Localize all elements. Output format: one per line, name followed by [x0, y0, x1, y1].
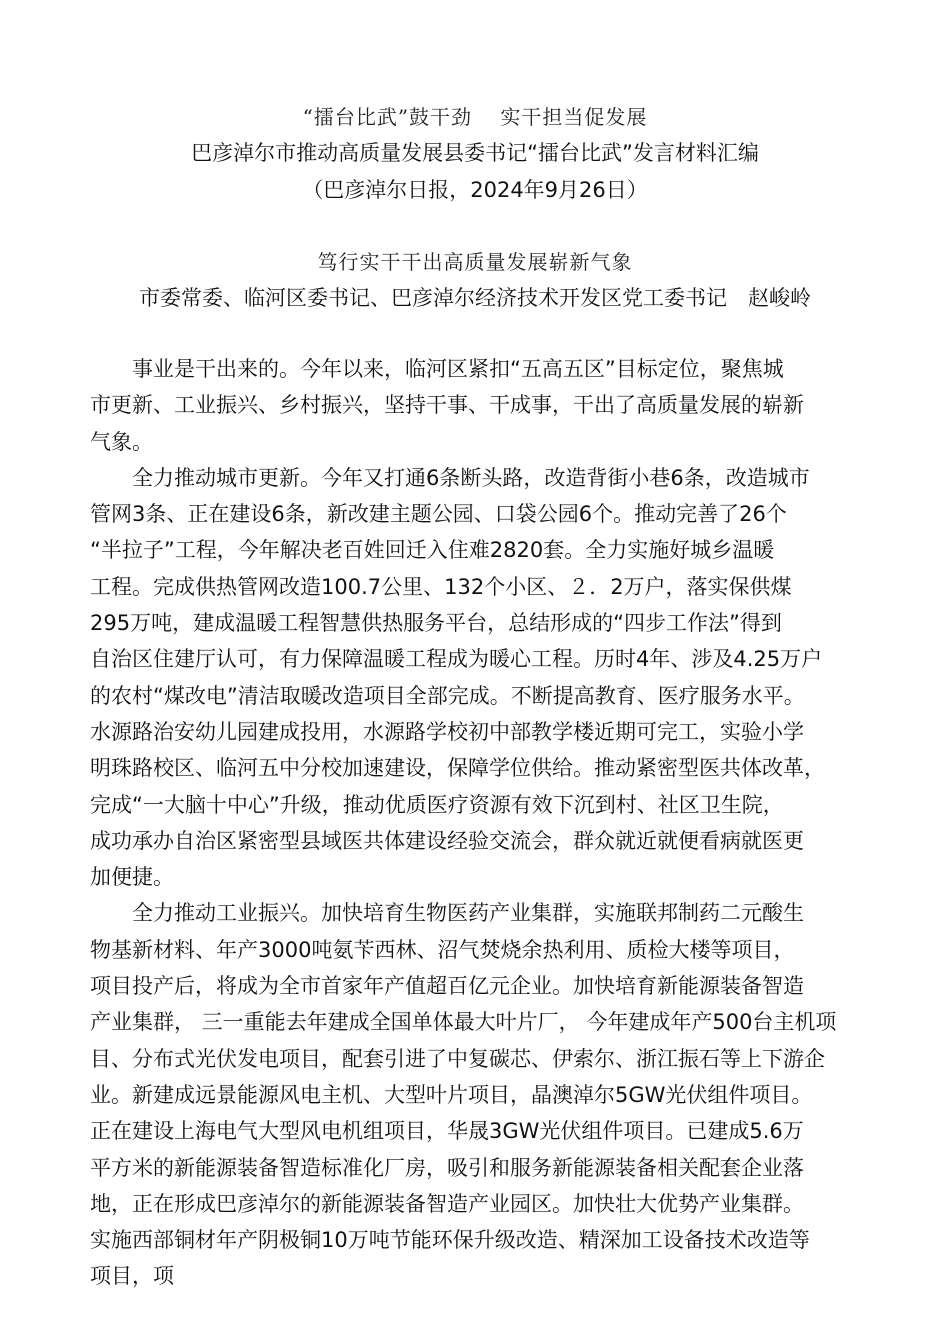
- text-line: 事业是干出来的。今年以来，临河区紧扣“五高五区”目标定位，聚焦城: [132, 357, 784, 381]
- text-line: 正在建设上海电气大型风电机组项目，华晟3GW光伏组件项目。已建成5.6万: [90, 1119, 804, 1144]
- text-line: 平方米的新能源装备智造标准化厂房，吸引和服务新能源装备相关配套企业落: [90, 1155, 804, 1180]
- text-line: 全力推动工业振兴。加快培育生物医药产业集群，实施联邦制药二元酸生: [132, 901, 804, 926]
- text-line: 项目，项: [90, 1264, 174, 1289]
- text-line: 全力推动城市更新。今年又打通6条断头路，改造背街小巷6条，改造城市: [132, 465, 810, 490]
- headline: “擂台比武”鼓干劲 实干担当促发展: [302, 105, 648, 129]
- text-line: 管网3条、正在建设6条，新改建主题公园、口袋公园6个。推动完善了26个: [90, 502, 787, 527]
- text-line: 项目投产后，将成为全市首家年产值超百亿元企业。加快培育新能源装备智造: [90, 974, 804, 999]
- text-line: 实施西部铜材年产阴极铜10万吨节能环保升级改造、精深加工设备技术改造等: [90, 1228, 810, 1253]
- text-line: 地，正在形成巴彦淖尔的新能源装备智造产业园区。加快壮大优势产业集群。: [90, 1191, 804, 1216]
- article-title: 笃行实干干出高质量发展崭新气象: [317, 250, 633, 274]
- text-line: 产业集群， 三一重能去年建成全国单体最大叶片厂， 今年建成年产500台主机项: [90, 1010, 837, 1035]
- text-line: 自治区住建厅认可，有力保障温暖工程成为暖心工程。历时4年、涉及4.25万户: [90, 647, 823, 672]
- text-line: 295万吨，建成温暖工程智慧供热服务平台，总结形成的“四步工作法”得到: [90, 611, 782, 636]
- text-line: 业。新建成远景能源风电主机、大型叶片项目，晶澳淖尔5GW光伏组件项目。: [90, 1082, 813, 1107]
- text-line: 物基新材料、年产3000吨氨苄西林、沼气焚烧余热利用、质检大楼等项目，: [90, 937, 795, 962]
- article-body: [90, 351, 890, 1295]
- text-line: 市更新、工业振兴、乡村振兴，坚持干事、干成事，干出了高质量发展的崭新: [90, 393, 804, 418]
- text-line: 明珠路校区、临河五中分校加速建设，保障学位供给。推动紧密型医共体改革，: [90, 756, 825, 781]
- paragraph: [90, 460, 890, 896]
- text-line: 工程。完成供热管网改造100.7公里、132个小区、２．2万户，落实保供煤: [90, 574, 792, 599]
- article-author: 市委常委、临河区委书记、巴彦淖尔经济技术开发区党工委书记 赵峻岭: [139, 286, 811, 310]
- text-line: 的农村“煤改电”清洁取暖改造项目全部完成。不断提高教育、医疗服务水平。: [90, 683, 805, 708]
- text-line: 成功承办自治区紧密型县域医共体建设经验交流会，群众就近就便看病就医更: [90, 828, 804, 853]
- text-line: 加便捷。: [90, 865, 174, 890]
- text-line: “半拉子”工程，今年解决老百姓回迁入住难2820套。全力实施好城乡温暖: [90, 538, 775, 563]
- text-line: 水源路治安幼儿园建成投用，水源路学校初中部教学楼近期可完工，实验小学: [90, 719, 804, 744]
- text-line: 气象。: [90, 429, 153, 454]
- paragraph: [90, 895, 890, 1294]
- text-line: 完成“一大脑十中心”升级，推动优质医疗资源有效下沉到村、社区卫生院，: [90, 792, 784, 817]
- subtitle: 巴彦淖尔市推动高质量发展县委书记“擂台比武”发言材料汇编: [191, 141, 759, 165]
- text-line: 目、分布式光伏发电项目，配套引进了中复碳芯、伊索尔、浙江振石等上下游企: [90, 1046, 825, 1071]
- paragraph: [90, 351, 890, 460]
- publication-source: （巴彦淖尔日报，2024年9月26日）: [302, 178, 648, 202]
